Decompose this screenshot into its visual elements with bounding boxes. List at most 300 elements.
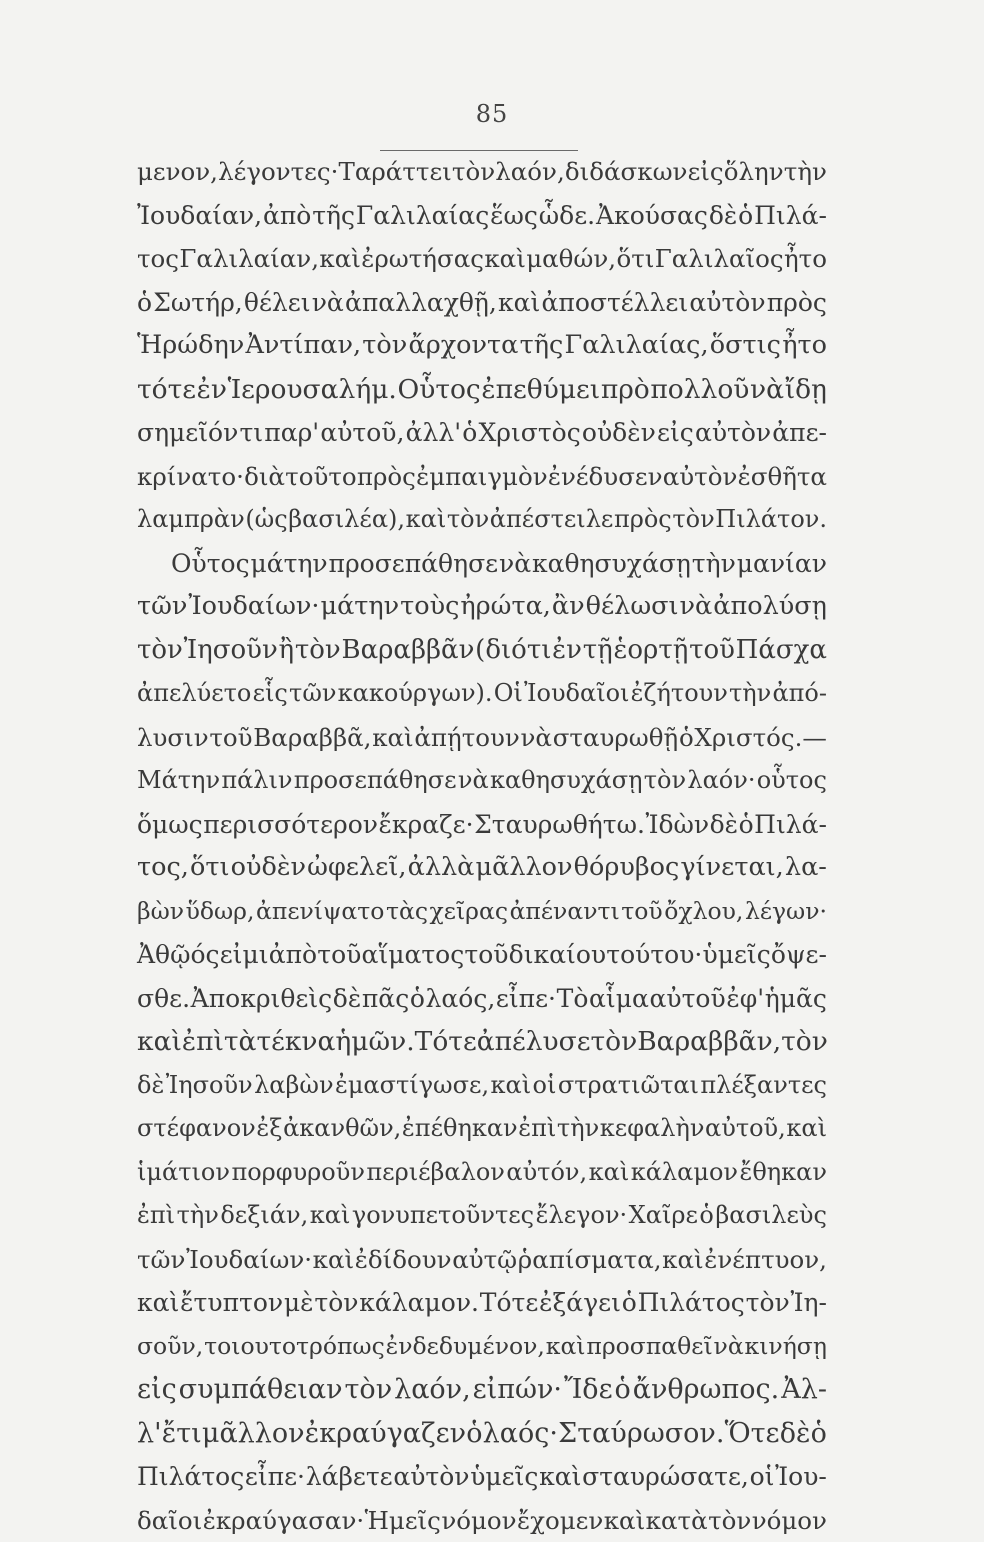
word: ἀπέλυσε (477, 1020, 591, 1064)
word: ἐνέπτυον, (704, 1238, 827, 1282)
word: μᾶλλον (476, 846, 573, 890)
word: ἐζήτουν (631, 672, 728, 716)
word: εἶπε· (245, 1455, 305, 1499)
word: παρ' (264, 411, 319, 455)
word: ἂν (552, 585, 585, 629)
word: ἐν (552, 629, 582, 673)
word: ἔτυπτον (180, 1281, 283, 1325)
word: ἀπενίψατο (256, 890, 384, 934)
word: ἄνθρωπος. (633, 1368, 780, 1412)
word: προσεπάθησε (329, 542, 499, 586)
text-line (137, 1325, 827, 1369)
word: ἀπὸ (269, 933, 317, 977)
word: ἐπέθηκαν (402, 1107, 518, 1151)
word: λάβετε (306, 1455, 393, 1499)
text-line (137, 1238, 827, 1282)
word: αὐτοῦ (650, 977, 726, 1021)
word: ἐφ' (726, 977, 764, 1021)
word: βὼν (137, 890, 184, 934)
word: ὁ (622, 1281, 637, 1325)
text-line (137, 455, 827, 499)
word: μαθών, (526, 237, 616, 281)
text-line (137, 1368, 827, 1412)
word: τὸν (746, 1281, 790, 1325)
text-line (137, 846, 827, 890)
text-line (137, 585, 827, 629)
word: ἠρώτα, (460, 585, 551, 629)
word: καὶ (546, 1325, 586, 1369)
word: καθησυχάσῃ (532, 542, 691, 586)
word: ὄψε- (771, 933, 827, 977)
word: βασιλεὺς (715, 1194, 827, 1238)
word: Ὅτε (725, 1412, 780, 1456)
word: χεῖρας (430, 890, 508, 934)
word: Ἀντίπαν, (245, 324, 361, 368)
word: Ἰουδαίαν, (137, 194, 262, 238)
word: περιέβαλον (366, 1151, 505, 1195)
word: τὴν (557, 1107, 599, 1151)
word: καὶ (137, 1020, 182, 1064)
word: Ἀλ- (781, 1368, 827, 1412)
word: Γαλιλαῖος (655, 237, 784, 281)
word: ἐκραύγασαν· (203, 1499, 364, 1542)
word: ἡμῶν. (335, 1020, 414, 1064)
word: αὐτὸν (695, 411, 771, 455)
word: ἐνδεδυμένον, (386, 1325, 545, 1369)
word: λ' (137, 1412, 162, 1456)
word: καὶ (484, 237, 525, 281)
word: νόμον (752, 1499, 827, 1542)
word: ἐπὶ (518, 1107, 556, 1151)
word: ὅτι (616, 237, 654, 281)
word: Ἰησοῦν (184, 629, 278, 673)
word: Μάτην (137, 759, 220, 803)
word: καὶ (604, 1499, 645, 1542)
word: νὰ (458, 759, 489, 803)
text-line (137, 716, 827, 760)
word: νὰ (499, 542, 531, 586)
word: Ἀθῷός (137, 933, 220, 977)
word: δὲ (710, 803, 738, 847)
text-line (137, 1499, 827, 1542)
word: ὁ (699, 1194, 713, 1238)
word: λαόν· (687, 759, 755, 803)
word: αὐτὸν (663, 455, 738, 499)
word: τῆς (312, 194, 355, 238)
word: καὶ (319, 237, 360, 281)
word: ἕως (490, 194, 538, 238)
text-line (137, 1194, 827, 1238)
word: ἀπῄτουν (414, 716, 519, 760)
word: Ἰη- (791, 1281, 827, 1325)
word: προσεπάθησε (294, 759, 457, 803)
word: ἐμαστίγωσε, (335, 1064, 489, 1108)
word: νὰ (680, 585, 713, 629)
text-line (137, 1107, 827, 1151)
word: συμπάθειαν (179, 1368, 343, 1412)
word: ἴδῃ (785, 368, 827, 412)
word: ἀκανθῶν, (283, 1107, 401, 1151)
text-line (137, 759, 827, 803)
word: ἀπαλλαχθῇ, (345, 281, 497, 325)
word: λαός, (426, 977, 496, 1021)
word: τὴν (692, 542, 736, 586)
word: διδάσκων (565, 150, 688, 194)
word: ἢ (279, 629, 295, 673)
word: λυσιν (137, 716, 209, 760)
word: τῆς (520, 324, 564, 368)
word: τὴν (784, 150, 827, 194)
text-line (137, 803, 827, 847)
word: Γαλιλαίαν, (179, 237, 319, 281)
word: λαμπρὰν (137, 498, 245, 542)
word: κινήσῃ (745, 1325, 827, 1369)
word: ἐρωτήσας (361, 237, 484, 281)
word: βασιλέα), (288, 498, 405, 542)
word: σθε. (137, 977, 190, 1021)
word: λέγων· (745, 890, 827, 934)
word: μᾶλλον (202, 1412, 305, 1456)
word: τῶν (137, 1238, 185, 1282)
word: δὲ (333, 977, 361, 1021)
word: πλέξαντες (700, 1064, 827, 1108)
word: ἀποστέλλει (542, 281, 689, 325)
word: πρὸς (357, 455, 416, 499)
word: Σταυρωθήτω. (474, 803, 645, 847)
word: περισσότερον (203, 803, 378, 847)
text-line (137, 1455, 827, 1499)
word: Ἱερουσαλήμ. (228, 368, 397, 412)
word: ὁ (679, 716, 694, 760)
word: καὶ (313, 1238, 354, 1282)
word: καὶ (137, 1281, 179, 1325)
word: τὸν (345, 1368, 393, 1412)
word: δὲ (709, 194, 737, 238)
word: νὰ (750, 368, 784, 412)
word: μενον, (137, 150, 218, 194)
word: ὁ (462, 411, 477, 455)
word: κατὰ (646, 1499, 708, 1542)
word: ἀπελύετο (137, 672, 251, 716)
word: αἵματος (362, 933, 465, 977)
word: καὶ (589, 1151, 630, 1195)
word: πορφυροῦν (231, 1151, 364, 1195)
word: τῇ (583, 629, 613, 673)
word: στέφανον (137, 1107, 256, 1151)
word: κάλαμον. (359, 1281, 479, 1325)
word: Ἰουδαῖοι (524, 672, 629, 716)
text-line (137, 368, 827, 412)
word: δαῖοι (137, 1499, 202, 1542)
word: νόμον (441, 1499, 516, 1542)
word: λαόν, (394, 1368, 471, 1412)
text-line (137, 933, 827, 977)
word: τὸν (447, 498, 489, 542)
word: τὸν (708, 1499, 751, 1542)
word: τὸν (362, 324, 407, 368)
word: λαός· (483, 1412, 558, 1456)
word: καὶ (406, 498, 447, 542)
word: Ταράττει (339, 150, 452, 194)
word: γονυπετοῦντες (352, 1194, 534, 1238)
word: (διότι (475, 629, 551, 673)
word: διὰ (244, 455, 285, 499)
word: ἡμᾶς (765, 977, 827, 1021)
word: ἔλεγον· (536, 1194, 628, 1238)
word: ὠφελεῖ, (307, 846, 406, 890)
word: ἔθηκαν (739, 1151, 827, 1195)
word: αὐτὸν (393, 1455, 469, 1499)
word: Πιλά- (754, 194, 827, 238)
word: μὲ (284, 1281, 314, 1325)
word: ὁ (811, 1412, 827, 1456)
word: αἷμα (589, 977, 649, 1021)
word: ἔκραζε· (378, 803, 473, 847)
word: ἐνέδυσεν (548, 455, 663, 499)
word: ἀπολύσῃ (713, 585, 827, 629)
word: εἰμι (220, 933, 269, 977)
word: ἐδίδουν (355, 1238, 452, 1282)
word: εἰς (688, 150, 724, 194)
word: ἐπὶ (137, 1194, 175, 1238)
word: τὸν (314, 1281, 358, 1325)
word: ἦτο (784, 237, 827, 281)
word: τῶν (137, 585, 187, 629)
text-line (137, 194, 827, 238)
word: τούτου· (606, 933, 702, 977)
word: ὅτι (190, 846, 229, 890)
word: ὁ (739, 803, 754, 847)
word: ἐν (197, 368, 227, 412)
word: ὑμεῖς (703, 933, 771, 977)
word: Πιλάτον. (715, 498, 827, 542)
word: τος (137, 237, 179, 281)
word: καὶ (498, 281, 540, 325)
text-line (137, 411, 827, 455)
word: Ἰησοῦν (166, 1064, 253, 1108)
word: σοῦν, (137, 1325, 203, 1369)
word: Γαλιλαίας, (565, 324, 709, 368)
word: οἱ (750, 1455, 775, 1499)
word: τοῦ (317, 933, 361, 977)
word: τὸν (672, 498, 714, 542)
word: τὴν (177, 1194, 219, 1238)
word: ὅλην (724, 150, 784, 194)
word: αὐτὸν (689, 281, 765, 325)
word: νὰ (312, 281, 344, 325)
word: τὴν (729, 672, 771, 716)
word: ἐμπαιγμὸν (416, 455, 548, 499)
word: θέλει (244, 281, 311, 325)
word: καὶ (491, 1064, 532, 1108)
word: εἷς (253, 672, 288, 716)
word: ἐξάγει (539, 1281, 621, 1325)
word: λα- (785, 846, 827, 890)
word: σταυρωθῇ (553, 716, 679, 760)
word: ὁ (137, 281, 152, 325)
word: Χριστός.— (694, 716, 827, 760)
word: νὰ (521, 716, 552, 760)
word: τι (239, 411, 263, 455)
word: λέγοντες· (218, 150, 338, 194)
word: Ἰουδαίων· (186, 1238, 312, 1282)
word: ἱμάτιον (137, 1151, 230, 1195)
word: ἄρχοντα (409, 324, 519, 368)
word: δεξιάν, (220, 1194, 308, 1238)
word: Πιλάτος (638, 1281, 745, 1325)
word: Ἀκούσας (596, 194, 708, 238)
word: λαβὼν (254, 1064, 333, 1108)
word: τοῦ (621, 890, 662, 934)
word: πάλιν (221, 759, 292, 803)
word: Ἡμεῖς (365, 1499, 441, 1542)
word: Πάσχα (736, 629, 827, 673)
word: ἐπεθύμει (481, 368, 600, 412)
word: οὐδὲν (231, 846, 306, 890)
word: ὁ (615, 1368, 631, 1412)
text-line (137, 1412, 827, 1456)
text-line (137, 1020, 827, 1064)
word: Τὸ (557, 977, 589, 1021)
word: καὶ (662, 1238, 703, 1282)
word: Σωτήρ, (153, 281, 243, 325)
page-number: 85 (0, 100, 984, 128)
word: καὶ (539, 1455, 581, 1499)
word: τοὺς (400, 585, 459, 629)
word: κρίνατο· (137, 455, 244, 499)
word: καὶ (786, 1107, 827, 1151)
word: ἐξ (256, 1107, 282, 1151)
word: αὐτοῦ, (320, 411, 404, 455)
word: ἦτο (782, 324, 827, 368)
word: ὁ (410, 977, 425, 1021)
word: Ἰου- (775, 1455, 827, 1499)
word: μάτην (321, 585, 400, 629)
word: ἔχομεν (517, 1499, 603, 1542)
word: σημεῖόν (137, 411, 238, 455)
word: μάτην (250, 542, 327, 586)
word: πρὸς (767, 281, 827, 325)
body-text (137, 150, 827, 1542)
word: πᾶς (362, 977, 409, 1021)
word: Βαραββᾶ, (253, 716, 371, 760)
word: εἶπε· (496, 977, 556, 1021)
word: τοιουτοτρόπως (204, 1325, 385, 1369)
word: ἀπέναντι (510, 890, 620, 934)
word: προσπαθεῖ (586, 1325, 712, 1369)
word: καὶ (310, 1194, 351, 1238)
word: ἑορτῇ (613, 629, 688, 673)
word: τὰς (386, 890, 428, 934)
word: Βαραββᾶν (341, 629, 474, 673)
word: τὸν (137, 629, 183, 673)
word: ἀπὸ (263, 194, 311, 238)
word: τὸν (295, 629, 341, 673)
word: ῥαπίσματα, (518, 1238, 662, 1282)
text-line (137, 977, 827, 1021)
word: πρὸς (614, 498, 672, 542)
word: (ὡς (245, 498, 287, 542)
word: ἐπὶ (182, 1020, 224, 1064)
text-line (137, 281, 827, 325)
word: ὁ (466, 1412, 482, 1456)
word: Σταύρωσον. (558, 1412, 724, 1456)
word: πρὸ (601, 368, 650, 412)
word: μανίαν (737, 542, 827, 586)
word: εἰς (657, 411, 694, 455)
word: Ἴδε (564, 1368, 613, 1412)
word: ἀλλὰ (408, 846, 475, 890)
word: τὸν (452, 150, 495, 194)
word: ὕδωρ, (186, 890, 255, 934)
word: Πιλάτος (137, 1455, 244, 1499)
word: ὅμως (137, 803, 203, 847)
word: ἀπό- (772, 672, 827, 716)
text-line (137, 1064, 827, 1108)
word: ὧδε. (539, 194, 595, 238)
word: Βαραββᾶν, (637, 1020, 781, 1064)
word: ὁ (738, 194, 753, 238)
text-line (137, 890, 827, 934)
word: γίνεται, (680, 846, 783, 890)
word: καθησυχάσῃ (490, 759, 643, 803)
word: Ἀποκριθεὶς (191, 977, 332, 1021)
word: ὅστις (710, 324, 781, 368)
word: Οὗτος (397, 368, 480, 412)
text-line (137, 1281, 827, 1325)
word: αὐτῷ (452, 1238, 517, 1282)
word: δικαίου (509, 933, 606, 977)
word: οὗτος (757, 759, 827, 803)
text-line (137, 237, 827, 281)
word: δὲ (780, 1412, 811, 1456)
text-line (137, 150, 827, 194)
word: Οἱ (494, 672, 523, 716)
word: ἀπέστειλε (490, 498, 614, 542)
word: κεφαλὴν (600, 1107, 705, 1151)
text-line (137, 498, 827, 542)
word: θέλωσι (586, 585, 679, 629)
word: πολλοῦ (650, 368, 749, 412)
word: ὑμεῖς (470, 1455, 538, 1499)
word: τὸν (644, 759, 686, 803)
word: κακούργων). (338, 672, 493, 716)
word: εἰπών· (473, 1368, 562, 1412)
word: τὰ (224, 1020, 257, 1064)
word: Γαλιλαίας (356, 194, 489, 238)
word: τοῦτο (285, 455, 357, 499)
word: Πιλά- (754, 803, 827, 847)
word: τὸν (781, 1020, 828, 1064)
word: Ἰουδαίων· (188, 585, 319, 629)
word: Τότε (415, 1020, 477, 1064)
text-line (137, 324, 827, 368)
word: τος, (137, 846, 189, 890)
word: ἐσθῆτα (738, 455, 827, 499)
word: αὐτοῦ, (705, 1107, 786, 1151)
word: τοῦ (464, 933, 508, 977)
text-line (137, 542, 827, 586)
word: θόρυβος (574, 846, 680, 890)
word: τότε (137, 368, 196, 412)
word: Οὗτος (171, 542, 250, 586)
word: κάλαμον (631, 1151, 738, 1195)
word: Τότε (480, 1281, 539, 1325)
word: Ἡρώδην (137, 324, 244, 368)
word: νὰ (714, 1325, 744, 1369)
text-line (137, 629, 827, 673)
word: τοῦ (689, 629, 735, 673)
